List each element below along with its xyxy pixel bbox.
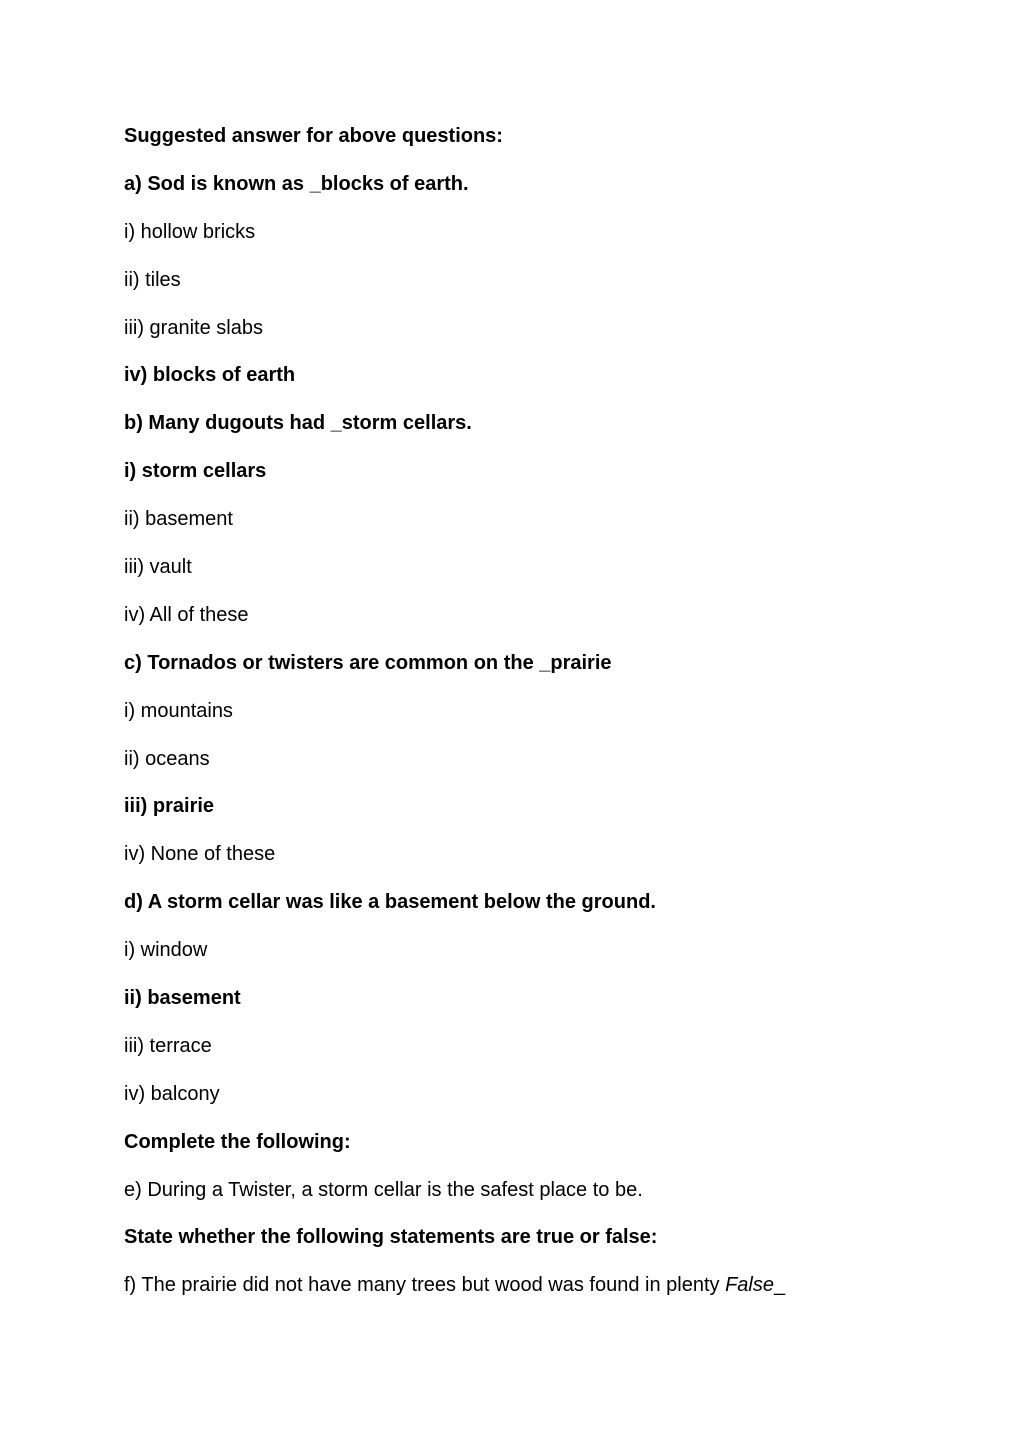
- true-false-item-f: [124, 1273, 924, 1321]
- question-b-option: ii) basement: [124, 508, 233, 531]
- question-a-option: i) hollow bricks: [124, 220, 256, 243]
- question-c-option: ii) oceans: [124, 747, 210, 770]
- true-false-statement: f) The prairie did not have many trees but wood was found in plenty: [124, 1274, 726, 1297]
- question-c-prompt: c) Tornados or twisters are common on the _prairie: [124, 651, 612, 674]
- true-false-answer: False: [725, 1274, 774, 1297]
- complete-heading: Complete the following:: [124, 1130, 351, 1153]
- question-d-option: iv) balcony: [124, 1082, 220, 1105]
- question-c-correct-option: iii) prairie: [124, 795, 215, 818]
- question-b-correct-option: i) storm cellars: [124, 460, 267, 483]
- question-d-option: i) window: [124, 939, 208, 962]
- question-d-correct-option: ii) basement: [124, 987, 241, 1010]
- question-b-option: iii) vault: [124, 556, 192, 579]
- answer-blank: _: [774, 1274, 786, 1297]
- answer-document: [124, 124, 924, 1321]
- true-false-heading: State whether the following statements are true or false:: [124, 1226, 658, 1249]
- question-c-option: i) mountains: [124, 699, 233, 722]
- question-b-prompt: b) Many dugouts had _storm cellars.: [124, 412, 472, 435]
- question-a-correct-option: iv) blocks of earth: [124, 364, 296, 387]
- question-d-prompt: d) A storm cellar was like a basement below the ground.: [124, 891, 656, 914]
- question-a-option: ii) tiles: [124, 268, 181, 291]
- question-a-prompt: a) Sod is known as _blocks of earth.: [124, 172, 469, 195]
- question-c-option: iv) None of these: [124, 843, 276, 866]
- question-b-option: iv) All of these: [124, 603, 249, 626]
- answers-heading: Suggested answer for above questions:: [124, 125, 503, 147]
- question-d-option: iii) terrace: [124, 1034, 212, 1057]
- question-a-option: iii) granite slabs: [124, 316, 263, 339]
- complete-item-e: e) During a Twister, a storm cellar is the safest place to be.: [124, 1178, 643, 1201]
